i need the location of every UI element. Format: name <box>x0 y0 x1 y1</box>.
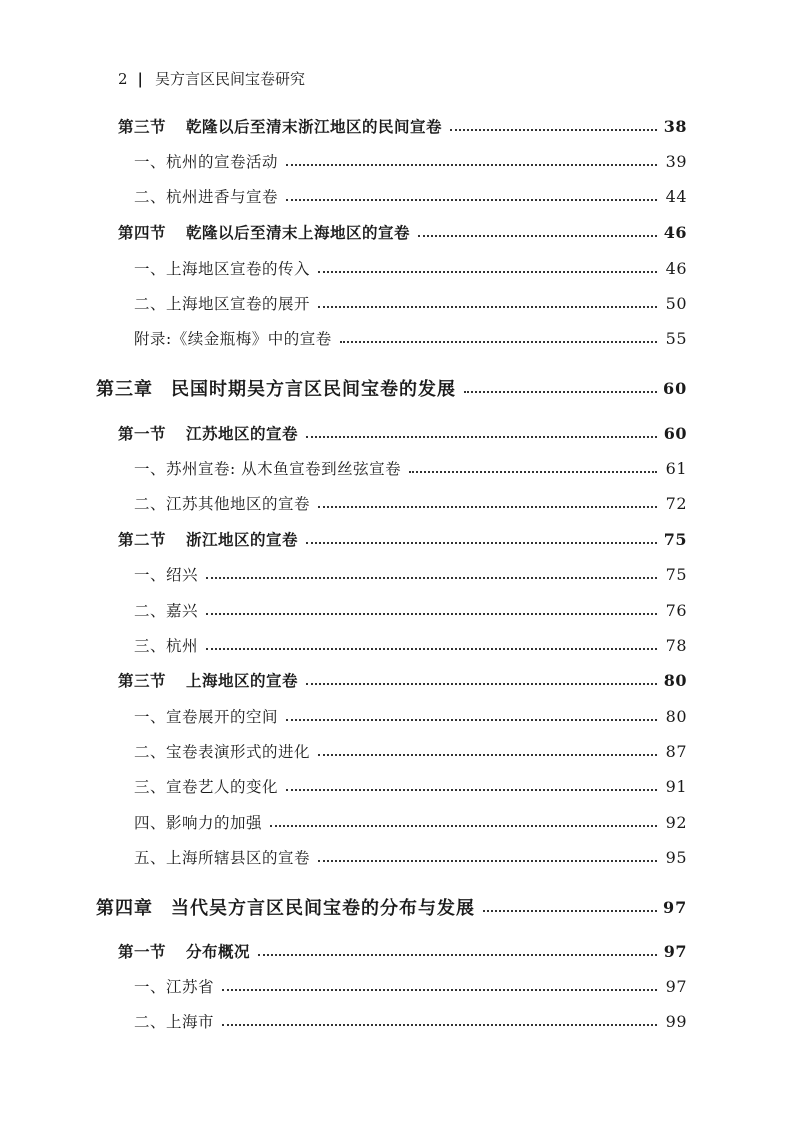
toc-entry-sub <box>134 1007 687 1035</box>
toc-entry-label <box>134 1010 214 1032</box>
dot-leader <box>464 391 657 393</box>
toc-entry-title: 二、上海市 <box>134 1013 215 1031</box>
dot-leader <box>318 860 657 862</box>
toc-entry-number: 第三章 <box>96 379 153 400</box>
toc-entry-number: 第三节 <box>118 118 167 136</box>
toc-entry-title: 附录:《续金瓶梅》中的宣卷 <box>134 330 332 348</box>
toc-entry-section <box>118 937 687 965</box>
toc-entry-label <box>134 457 401 479</box>
toc-entry-label <box>134 150 278 172</box>
dot-leader <box>318 754 657 756</box>
toc-entry-sub <box>134 147 687 175</box>
toc-entry-label <box>134 599 198 621</box>
toc-page-number: 46 <box>663 222 687 242</box>
toc-entry-title: 乾隆以后至清末浙江地区的民间宣卷 <box>186 118 443 136</box>
toc-entry-label <box>118 528 298 550</box>
toc-page-number: 78 <box>665 635 687 655</box>
toc-entry-label <box>96 375 456 401</box>
dot-leader <box>418 235 657 237</box>
toc-entry-label <box>134 563 198 585</box>
dot-leader <box>286 789 657 791</box>
toc-entry-number: 第四节 <box>118 224 167 242</box>
dot-leader <box>306 436 657 438</box>
toc-entry-title: 二、杭州进香与宣卷 <box>134 188 279 206</box>
toc-entry-sub <box>134 702 687 730</box>
header-book-title: 吴方言区民间宝卷研究 <box>155 70 306 88</box>
toc-entry-sub <box>134 737 687 765</box>
toc-entry-title: 五、上海所辖县区的宣卷 <box>134 849 311 867</box>
toc-entry-chapter <box>96 374 687 402</box>
dot-leader <box>450 129 657 131</box>
toc-entry-title: 乾隆以后至清末上海地区的宣卷 <box>186 224 411 242</box>
toc-entry-sub <box>134 843 687 871</box>
dot-leader <box>206 648 657 650</box>
toc-entry-label <box>134 492 310 514</box>
toc-entry-label <box>118 115 442 137</box>
toc-page-number: 87 <box>665 741 687 761</box>
dot-leader <box>206 613 657 615</box>
dot-leader <box>306 542 657 544</box>
toc-page-number: 61 <box>665 458 687 478</box>
toc-entry-chapter <box>96 893 687 921</box>
toc-entry-label <box>134 292 310 314</box>
toc-entry-label <box>134 705 278 727</box>
toc-entry-title: 一、苏州宣卷: 从木鱼宣卷到丝弦宣卷 <box>134 460 402 478</box>
toc-entry-sub <box>134 560 687 588</box>
toc-page-number: 55 <box>665 328 687 348</box>
toc-entry-sub <box>134 289 687 317</box>
toc-entry-sub <box>134 182 687 210</box>
dot-leader <box>340 341 657 343</box>
toc-entry-sub <box>134 772 687 800</box>
toc-entry-sub <box>134 254 687 282</box>
toc-entry-number: 第一节 <box>118 425 167 443</box>
toc-entry-title: 民国时期吴方言区民间宝卷的发展 <box>171 379 456 400</box>
header-separator: | <box>137 69 144 88</box>
toc-entry-number: 第四章 <box>96 898 153 919</box>
toc-page-number: 38 <box>663 116 687 136</box>
toc-page-number: 91 <box>665 776 687 796</box>
toc-entry-title: 当代吴方言区民间宝卷的分布与发展 <box>171 898 475 919</box>
dot-leader <box>206 577 657 579</box>
dot-leader <box>286 164 657 166</box>
toc-entry-section <box>118 525 687 553</box>
dot-leader <box>306 683 657 685</box>
dot-leader <box>286 719 657 721</box>
toc-entry-label <box>134 327 332 349</box>
toc-entry-title: 四、影响力的加强 <box>134 814 263 832</box>
toc-entry-title: 分布概况 <box>186 943 251 961</box>
toc-entry-label <box>118 221 410 243</box>
toc-page-number: 75 <box>665 564 687 584</box>
dot-leader <box>258 954 657 956</box>
toc-entry-sub <box>134 808 687 836</box>
toc-entry-title: 江苏地区的宣卷 <box>186 425 299 443</box>
dot-leader <box>286 199 657 201</box>
toc-entry-title: 一、绍兴 <box>134 566 199 584</box>
toc-page-number: 44 <box>665 186 687 206</box>
toc-entry-title: 一、上海地区宣卷的传入 <box>134 260 311 278</box>
toc-entry-number: 第二节 <box>118 531 167 549</box>
toc-entry-label <box>118 422 298 444</box>
toc-entry-title: 一、宣卷展开的空间 <box>134 708 279 726</box>
toc-entry-title: 三、宣卷艺人的变化 <box>134 778 279 796</box>
toc-page-number: 97 <box>663 897 688 917</box>
toc-entry-section <box>118 218 687 246</box>
toc-page-number: 97 <box>665 976 687 996</box>
toc-page-number: 76 <box>665 600 687 620</box>
dot-leader <box>318 506 657 508</box>
toc-entry-title: 一、江苏省 <box>134 978 215 996</box>
toc-entry-title: 三、杭州 <box>134 637 199 655</box>
toc-page-number: 97 <box>663 941 687 961</box>
toc-entry-number: 第一节 <box>118 943 167 961</box>
toc-entry-label <box>134 740 310 762</box>
toc-entry-sub <box>134 631 687 659</box>
toc-entry-section <box>118 419 687 447</box>
toc-page-number: 60 <box>663 378 688 398</box>
toc-entry-section <box>118 666 687 694</box>
toc-entry-label <box>118 669 298 691</box>
dot-leader <box>409 471 657 473</box>
toc-entry-label <box>96 894 475 920</box>
toc-entry-title: 二、嘉兴 <box>134 602 199 620</box>
toc-entry-title: 二、江苏其他地区的宣卷 <box>134 495 311 513</box>
dot-leader <box>318 271 657 273</box>
toc-page-number: 39 <box>665 151 687 171</box>
toc-page-number: 92 <box>665 812 687 832</box>
toc-entry-sub <box>134 454 687 482</box>
toc-entry-title: 一、杭州的宣卷活动 <box>134 153 279 171</box>
toc-page-number: 72 <box>665 493 687 513</box>
toc-page-number: 99 <box>665 1011 687 1031</box>
toc-entry-title: 浙江地区的宣卷 <box>186 531 299 549</box>
toc-entry-sub <box>134 324 687 352</box>
toc-entry-title: 上海地区的宣卷 <box>186 672 299 690</box>
dot-leader <box>222 1024 657 1026</box>
toc-page-number: 60 <box>663 423 687 443</box>
toc-entry-sub <box>134 972 687 1000</box>
toc-entry-label <box>134 975 214 997</box>
toc-entry-label <box>134 811 262 833</box>
running-header <box>118 68 305 89</box>
toc-page-number: 75 <box>663 529 687 549</box>
toc-entry-label <box>134 257 310 279</box>
toc-entry-title: 二、上海地区宣卷的展开 <box>134 295 311 313</box>
toc-entry-number: 第三节 <box>118 672 167 690</box>
toc-entry-title: 二、宝卷表演形式的进化 <box>134 743 311 761</box>
dot-leader <box>222 989 657 991</box>
header-page-number: 2 <box>118 69 128 88</box>
toc-entry-label <box>134 775 278 797</box>
toc-page-number: 50 <box>665 293 687 313</box>
toc-entry-sub <box>134 489 687 517</box>
toc-entry-label <box>134 634 198 656</box>
toc-entry-label <box>118 940 250 962</box>
toc-page-number: 80 <box>663 670 687 690</box>
dot-leader <box>270 825 657 827</box>
toc-page-number: 46 <box>665 258 687 278</box>
toc-page-number: 80 <box>665 706 687 726</box>
toc-entry-label <box>134 185 278 207</box>
dot-leader <box>318 306 657 308</box>
toc-entry-sub <box>134 596 687 624</box>
toc-entry-label <box>134 846 310 868</box>
toc-entry-section <box>118 112 687 140</box>
toc-page-number: 95 <box>665 847 687 867</box>
dot-leader <box>483 910 657 912</box>
